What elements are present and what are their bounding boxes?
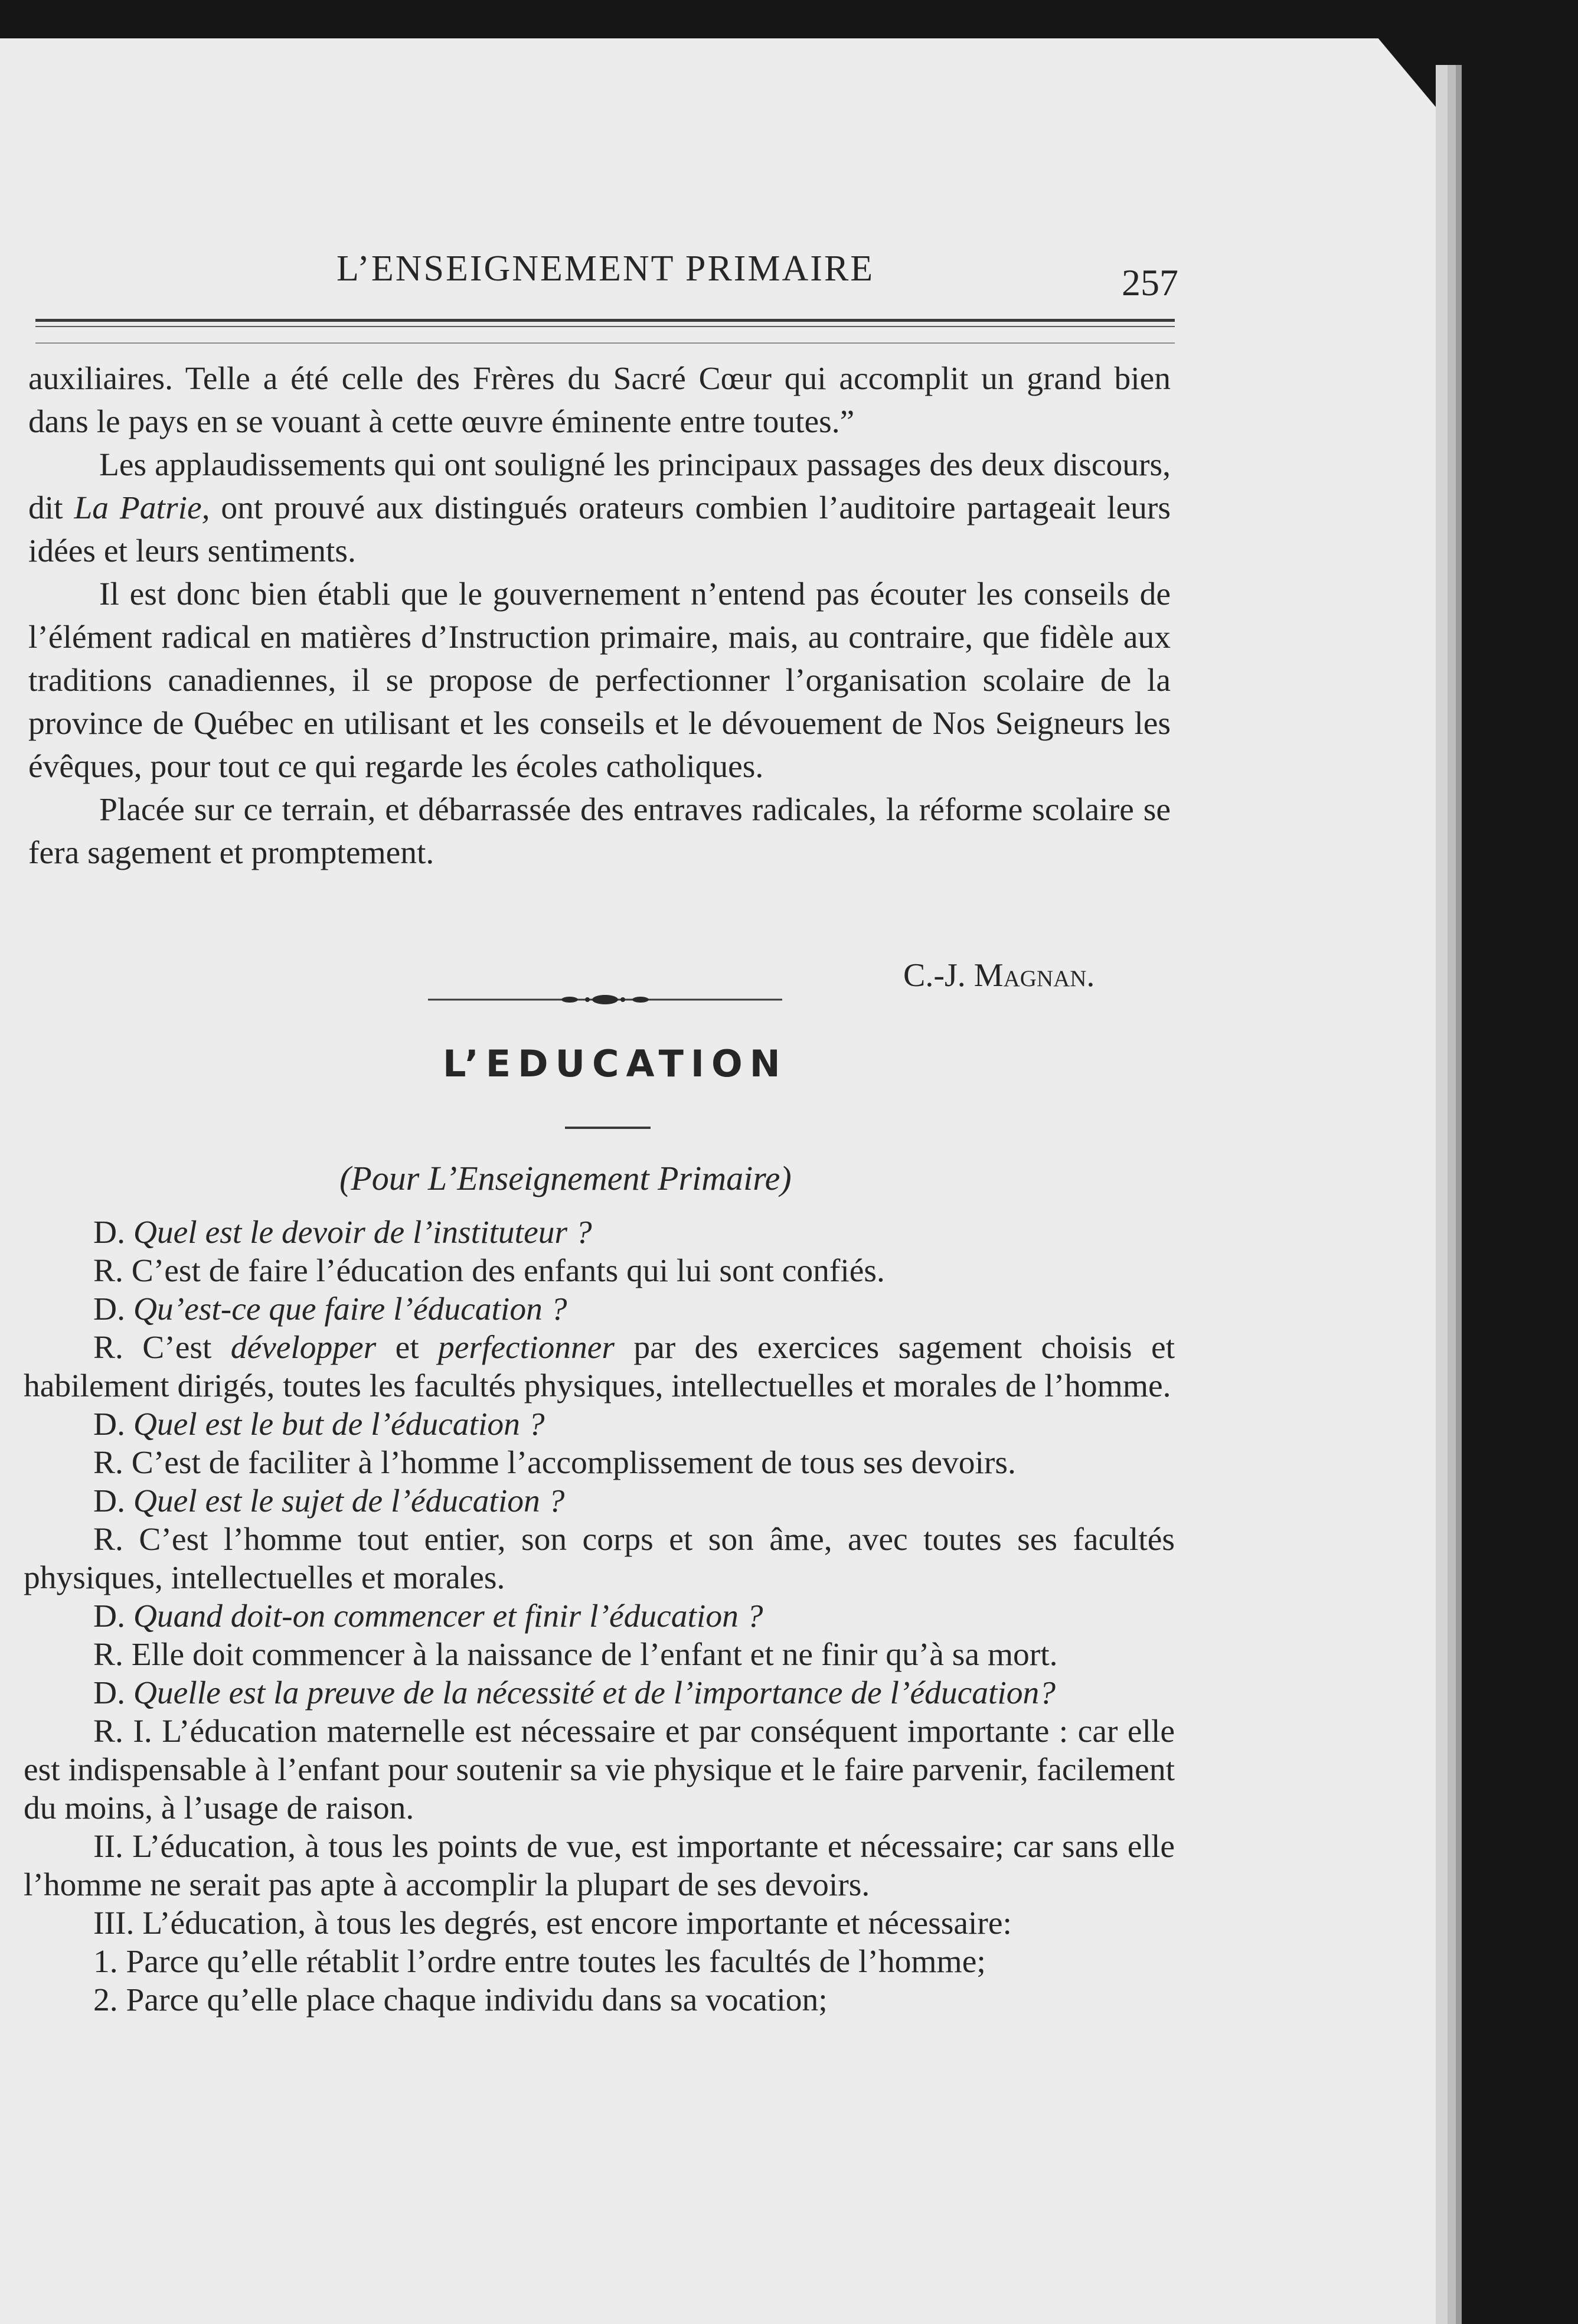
header-rule (35, 326, 1175, 327)
answer (24, 1943, 1175, 1981)
header-rule (35, 319, 1175, 322)
answer-text: L’éducation, à tous les degrés, est encore importante et nécessaire: (142, 1905, 1012, 1941)
answer-text: C’est (142, 1330, 212, 1366)
question (24, 1213, 1175, 1252)
answer-label: II. (93, 1829, 123, 1865)
running-title: L’ENSEIGNEMENT PRIMAIRE (336, 249, 875, 289)
newspaper-title: La Patrie, (74, 490, 210, 526)
answer-label: III. (93, 1905, 135, 1941)
question-label: D. (93, 1291, 125, 1327)
answer-label: R. (93, 1253, 123, 1289)
section-title: L’EDUCATION (443, 1042, 788, 1085)
answer-label: R. (93, 1637, 123, 1673)
paragraph: Il est donc bien établi que le gouvernement n’entend pas écouter les conseils de l’élément radical en matières d’Instruction primaire, mais, au contraire, que fidèle aux traditions canadiennes, il se propose de perfectionner l’organisation scolaire de la province de Québec en utilisant et les conseils et le dévouement de Nos Seigneurs les évêques, pour tout ce qui regarde les écoles catholiques. (28, 576, 1171, 785)
answer (24, 1329, 1175, 1405)
question-label: D. (93, 1483, 125, 1519)
paragraph: auxiliaires. Telle a été celle des Frères du Sacré Cœur qui accomplit un grand bien dans le pays en se vouant à cette œuvre éminente entre toutes.” (28, 361, 1171, 440)
answer-label: 1. (93, 1944, 118, 1980)
answer-label: R. I. (93, 1713, 152, 1749)
question-text: Quel est le sujet de l’éducation ? (133, 1483, 565, 1519)
answer-text: et (395, 1330, 419, 1366)
question (24, 1405, 1175, 1444)
answer (24, 1981, 1175, 2019)
header-rule (35, 342, 1175, 344)
answer-label: 2. (93, 1982, 118, 2018)
page-edge (1456, 65, 1462, 2324)
question-text: Quand doit-on commencer et finir l’éducation ? (133, 1598, 763, 1634)
ornament-divider (428, 991, 782, 1008)
answer (24, 1636, 1175, 1674)
page-header (0, 248, 1578, 303)
question-text: Quelle est la preuve de la nécessité et de l’importance de l’éducation? (133, 1675, 1056, 1711)
question-label: D. (93, 1215, 125, 1251)
answer-text: L’éducation, à tous les points de vue, est importante et nécessaire; car sans elle l’homme ne serait pas apte à accomplir la plupart de ses devoirs. (24, 1829, 1175, 1903)
answer-label: R. (93, 1330, 123, 1366)
question (24, 1290, 1175, 1329)
question-text: Quel est le but de l’éducation ? (133, 1406, 545, 1442)
paragraph: Placée sur ce terrain, et débarrassée des entraves radicales, la réforme scolaire se fera sagement et promptement. (28, 792, 1171, 871)
question (24, 1597, 1175, 1636)
title-rule (565, 1127, 651, 1129)
question-label: D. (93, 1406, 125, 1442)
question-text: Qu’est-ce que faire l’éducation ? (133, 1291, 567, 1327)
page-edge (1436, 65, 1448, 2324)
answer-label: R. (93, 1522, 123, 1558)
paragraph-text: Les applaudissements qui ont souligné les principaux passages des deux discours, dit (28, 447, 1171, 526)
article-body (28, 357, 1171, 874)
answer (24, 1827, 1175, 1904)
answer (24, 1904, 1175, 1943)
question (24, 1674, 1175, 1712)
answer-label: R. (93, 1445, 123, 1481)
answer-text: par des exercices sagement choisis et habilement dirigés, toutes les facultés physiques, intellectuelles et morales de l’homme. (24, 1330, 1175, 1404)
page-number: 257 (1122, 262, 1178, 303)
answer (24, 1444, 1175, 1482)
answer-text: Elle doit commencer à la naissance de l’enfant et ne finir qu’à sa mort. (131, 1637, 1058, 1673)
author-signature: C.-J. Magnan. (903, 957, 1095, 994)
page-edge (1448, 65, 1456, 2324)
answer (24, 1520, 1175, 1597)
answer-text: C’est l’homme tout entier, son corps et son âme, avec toutes ses facultés physiques, intellectuelles et morales. (24, 1522, 1175, 1596)
answer-emphasis: perfectionner (438, 1330, 615, 1366)
answer-text: Parce qu’elle place chaque individu dans sa vocation; (126, 1982, 828, 2018)
answer (24, 1712, 1175, 1827)
answer-text: L’éducation maternelle est nécessaire et par conséquent importante : car elle est indispensable à l’enfant pour soutenir sa vie physique et le faire parvenir, facilement du moins, à l’usage de raison. (24, 1713, 1175, 1826)
answer-text: Parce qu’elle rétablit l’ordre entre toutes les facultés de l’homme; (126, 1944, 986, 1980)
question-label: D. (93, 1598, 125, 1634)
answer (24, 1252, 1175, 1290)
answer-emphasis: développer (230, 1330, 377, 1366)
question (24, 1482, 1175, 1520)
section-subtitle: (Pour L’Enseignement Primaire) (339, 1159, 792, 1197)
answer-text: C’est de faciliter à l’homme l’accomplissement de tous ses devoirs. (131, 1445, 1016, 1481)
question-text: Quel est le devoir de l’instituteur ? (133, 1215, 592, 1251)
paragraph-text: ont prouvé aux distingués orateurs combien l’auditoire partageait leurs idées et leurs sentiments. (28, 490, 1171, 569)
paragraph (28, 443, 1171, 573)
question-label: D. (93, 1675, 125, 1711)
answer-text: C’est de faire l’éducation des enfants qui lui sont confiés. (131, 1253, 885, 1289)
qa-list (24, 1213, 1175, 2019)
